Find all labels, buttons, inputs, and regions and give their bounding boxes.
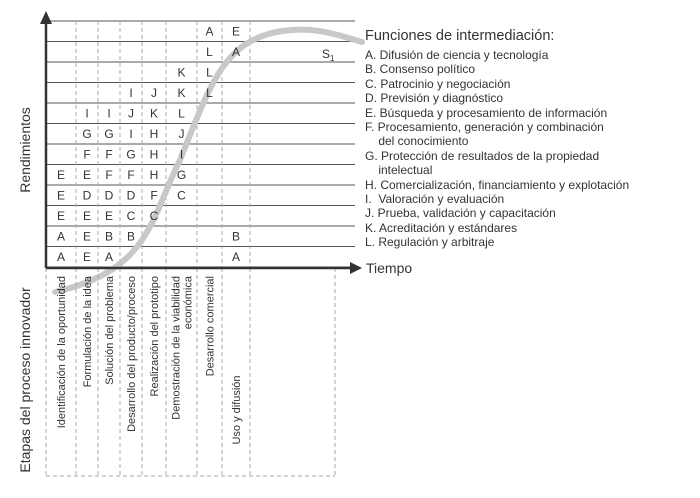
grid-cell-letter: H — [149, 147, 159, 162]
grid-cell-letter: A — [56, 250, 66, 264]
legend-item: E. Búsqueda y procesamiento de información — [365, 105, 608, 120]
grid-cell-letter: F — [127, 168, 135, 182]
grid-cell-letter: B — [231, 229, 241, 244]
x-axis-arrow-icon — [350, 262, 362, 274]
stage-label — [149, 276, 161, 396]
curve-label — [322, 47, 335, 63]
stage-label-line: económica — [182, 276, 195, 330]
grid-cell-letter: E — [82, 250, 92, 264]
legend-item: del conocimiento — [365, 134, 469, 149]
legend-item: I. Valoración y evaluación — [365, 192, 505, 207]
grid-cell-letter: F — [105, 147, 113, 162]
grid-cell-letter: E — [56, 168, 66, 182]
grid-cell-letter: E — [56, 209, 66, 223]
grid-cell-letter: I — [129, 127, 133, 141]
grid-cell-letter: A — [104, 250, 114, 264]
grid-cell-letter: C — [126, 209, 136, 223]
stage-label-line: Demostración de la viabilidad — [170, 276, 183, 420]
stage-label — [104, 275, 116, 385]
curve-label-sub: 1 — [330, 54, 335, 63]
grid-cell-letter: A — [231, 45, 241, 59]
grid-lines — [46, 21, 355, 268]
legend-item: L. Regulación y arbitraje — [365, 235, 495, 250]
grid-cell-letter: L — [206, 65, 213, 80]
stage-label-line: Solución del problema — [104, 276, 116, 385]
grid-cell-letter: K — [177, 86, 186, 100]
stage-label-line: Desarrollo comercial — [204, 276, 217, 377]
grid-cell-letter: C — [177, 188, 186, 203]
stage-columns — [46, 268, 335, 476]
x-axis-label: Tiempo — [366, 260, 413, 276]
grid-cell-letter: E — [231, 24, 241, 39]
legend-item: A. Difusión de ciencia y tecnología — [365, 48, 549, 62]
grid-cell-letter: A — [205, 24, 214, 39]
stage-label-line: Formulación de la idea — [82, 276, 94, 388]
grid-cell-letter: D — [104, 188, 114, 203]
grid-cell-letter: C — [149, 209, 159, 223]
grid-cell-letter: D — [82, 188, 92, 203]
grid-cell-letter: G — [126, 147, 136, 162]
legend-item: D. Previsión y diagnóstico — [365, 91, 504, 106]
grid-cell-letter: A — [56, 229, 66, 244]
legend-item: J. Prueba, validación y capacitación — [365, 206, 556, 221]
grid-cell-letter: J — [178, 127, 185, 141]
legend-item: B. Consenso político — [365, 62, 476, 77]
y-axis-label: Rendimientos — [17, 107, 33, 193]
grid-cell-letter: E — [82, 209, 92, 223]
grid-cell-letter: B — [126, 229, 136, 244]
grid-cell-letter: F — [150, 188, 158, 203]
grid-cell-letter: F — [83, 147, 91, 162]
grid-cell-letter: J — [151, 86, 157, 100]
legend-item: H. Comercialización, financiamiento y explotación — [365, 177, 630, 192]
grid-cell-letter: E — [82, 229, 92, 244]
grid-cell-letter: B — [104, 229, 114, 244]
grid-cell-letter: E — [82, 168, 92, 182]
stage-label — [205, 276, 217, 376]
grid-cell-letter: H — [149, 168, 159, 182]
stage-label-line: Identificación de la oportunidad — [56, 276, 68, 429]
stage-label — [56, 276, 68, 428]
grid-cell-letter: I — [179, 147, 184, 162]
legend-item: C. Patrocinio y negociación — [365, 76, 511, 91]
grid-cell-letter: G — [176, 168, 187, 182]
stage-label — [171, 275, 195, 420]
legend-item: K. Acreditación y estándares — [365, 220, 518, 235]
grid-cell-letter: J — [128, 106, 134, 121]
grid-cell-letter: I — [85, 106, 89, 121]
legend — [365, 28, 695, 250]
stage-label-line: Desarrollo del producto/proceso — [126, 276, 138, 432]
grid-cell-letter: H — [149, 127, 159, 141]
grid-cell-letter: G — [82, 127, 92, 141]
grid-cell-letter: E — [104, 209, 114, 223]
grid-cell-letter: L — [178, 106, 185, 121]
stages-axis-label: Etapas del proceso innovador — [17, 287, 33, 473]
stage-label — [126, 276, 138, 432]
grid-cell-letter: L — [206, 45, 213, 59]
grid-cell-letter: K — [177, 65, 186, 80]
legend-item: F. Procesamiento, generación y combinación — [365, 120, 604, 135]
stage-label-line: Realización del prototipo — [149, 276, 161, 397]
grid-cell-letter: L — [206, 86, 213, 100]
legend-item: intelectual — [365, 163, 433, 178]
grid-cell-letter: D — [126, 188, 136, 203]
grid-cell-letter: E — [56, 188, 66, 203]
legend-item: G. Protección de resultados de la propiedad — [365, 148, 600, 163]
grid-cell-letter: A — [231, 250, 241, 264]
legend-title: Funciones de intermediación: — [365, 28, 555, 44]
grid-cell-letter: K — [149, 106, 159, 121]
legend-list — [365, 48, 695, 250]
y-axis-arrow-icon — [40, 11, 52, 24]
grid-cell-letter: I — [107, 106, 111, 121]
grid-cell-letter: G — [104, 127, 114, 141]
grid-cell-letter: I — [129, 86, 133, 100]
stage-label — [82, 275, 94, 387]
grid-cell-letter: F — [105, 168, 113, 182]
curve-label-main: S — [322, 47, 331, 61]
stage-label: Uso y difusión — [231, 375, 243, 445]
